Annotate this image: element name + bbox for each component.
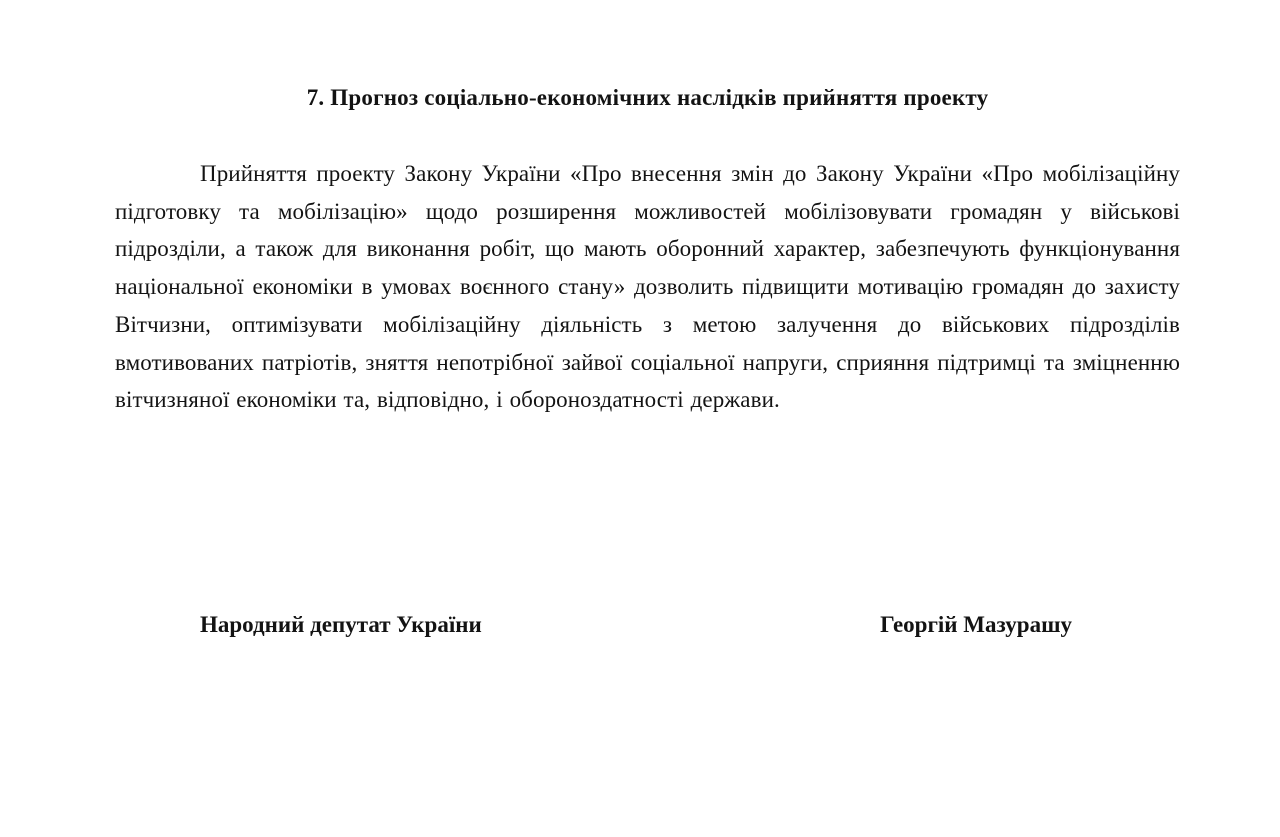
body-paragraph: Прийняття проекту Закону України «Про внесення змін до Закону України «Про мобілізаційну підготовку та мобілізацію» щодо розширення можливостей мобілізовувати громадян у військові підрозділи, а також для виконання робіт, що мають оборонний характер, забезпечують функціонування національної економіки в умовах воєнного стану» дозволить підвищити мотивацію громадян до захисту Вітчизни, оптимізувати мобілізаційну діяльність з метою залучення до військових підрозділів вмотивованих патріотів, зняття непотрібної зайвої соціальної напруги, сприяння підтримці та зміцненню вітчизняної економіки та, відповідно, і обороноздатності держави. bbox=[115, 161, 1180, 413]
section-title: 7. Прогноз соціально-економічних наслідків прийняття проекту bbox=[306, 85, 989, 110]
document-content bbox=[115, 0, 1180, 442]
signature-name: Георгій Мазурашу bbox=[880, 612, 1072, 637]
signature-row bbox=[115, 612, 1180, 638]
signature-role: Народний депутат України bbox=[200, 612, 482, 637]
